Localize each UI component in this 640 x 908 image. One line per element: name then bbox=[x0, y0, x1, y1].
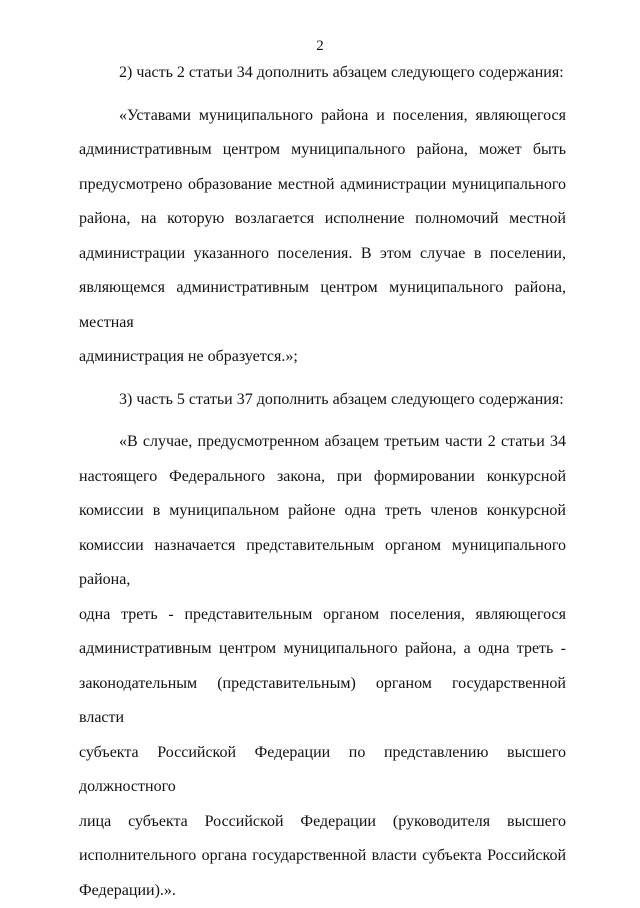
paragraph-item-3 bbox=[79, 383, 566, 418]
text-line: настоящего Федерального закона, при формировании конкурсной bbox=[79, 460, 566, 495]
text-line: лица субъекта Российской Федерации (руководителя высшего bbox=[79, 805, 566, 840]
text-line: Федерации).». bbox=[79, 874, 566, 908]
text-line: «Уставами муниципального района и поселения, являющегося bbox=[79, 99, 566, 134]
text-line: субъекта Российской Федерации по представлению высшего должностного bbox=[79, 736, 566, 805]
document-body bbox=[79, 56, 566, 908]
text-line: исполнительного органа государственной власти субъекта Российской bbox=[79, 839, 566, 874]
paragraph-item-2 bbox=[79, 56, 566, 91]
text-line: 2) часть 2 статьи 34 дополнить абзацем следующего содержания: bbox=[119, 56, 566, 91]
text-line: одна треть - представительным органом поселения, являющегося bbox=[79, 598, 566, 633]
text-line: административным центром муниципального района, а одна треть - bbox=[79, 632, 566, 667]
text-line: законодательным (представительным) органом государственной власти bbox=[79, 667, 566, 736]
text-line: комиссии назначается представительным органом муниципального района, bbox=[79, 529, 566, 598]
text-line: предусмотрено образование местной администрации муниципального bbox=[79, 168, 566, 203]
text-line: района, на которую возлагается исполнение полномочий местной bbox=[79, 202, 566, 237]
text-line: 3) часть 5 статьи 37 дополнить абзацем следующего содержания: bbox=[119, 383, 566, 418]
text-line: являющемся административным центром муниципального района, местная bbox=[79, 271, 566, 340]
text-line: комиссии в муниципальном районе одна треть членов конкурсной bbox=[79, 494, 566, 529]
text-line: администрации указанного поселения. В этом случае в поселении, bbox=[79, 237, 566, 272]
paragraph-quote-34 bbox=[79, 99, 566, 375]
text-line: административным центром муниципального района, может быть bbox=[79, 133, 566, 168]
paragraph-quote-37 bbox=[79, 425, 566, 908]
text-line: «В случае, предусмотренном абзацем третьим части 2 статьи 34 bbox=[79, 425, 566, 460]
page-number: 2 bbox=[0, 38, 640, 55]
text-line: администрация не образуется.»; bbox=[79, 340, 566, 375]
